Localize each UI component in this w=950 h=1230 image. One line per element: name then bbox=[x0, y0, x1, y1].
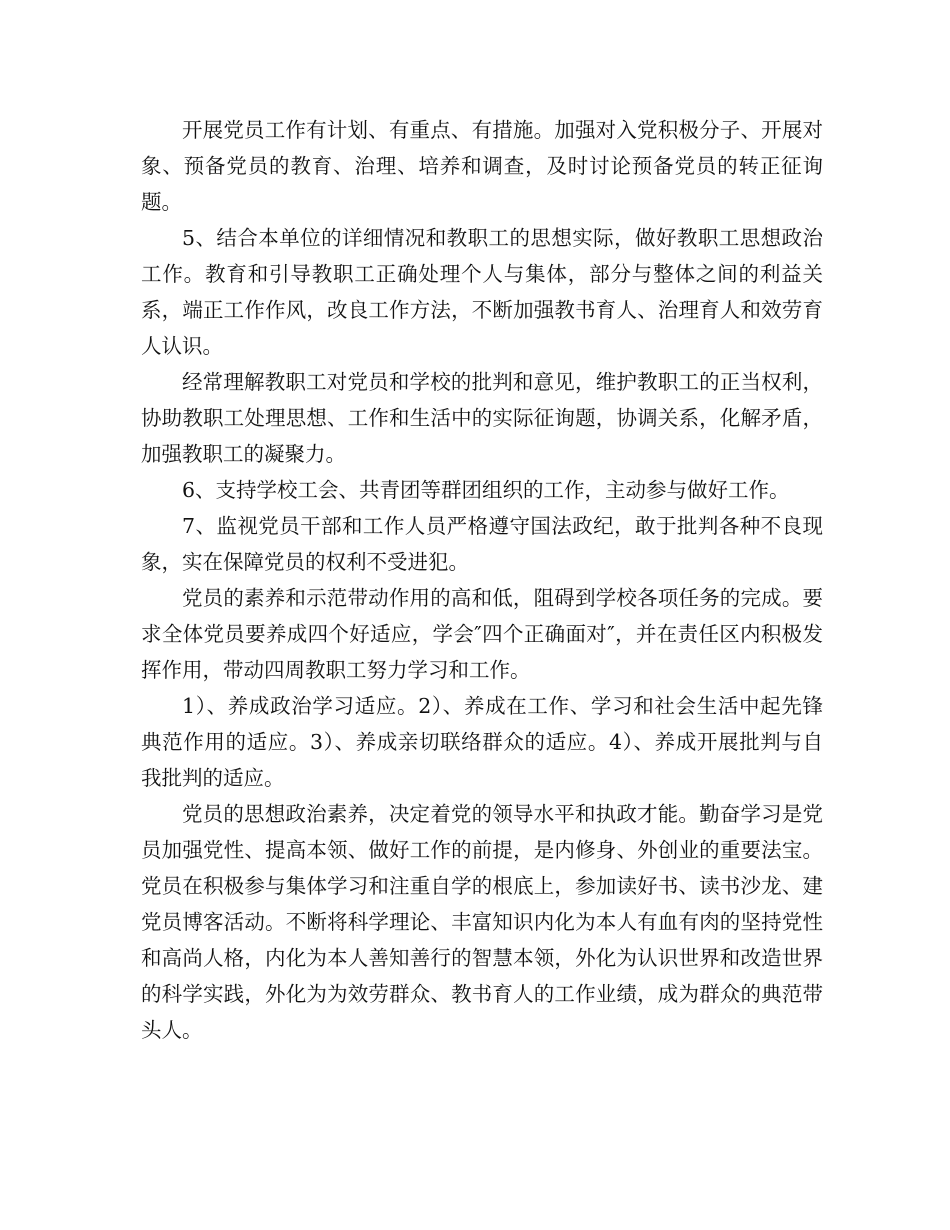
paragraph-party-member-work: 开展党员工作有计划、有重点、有措施。加强对入党积极分子、开展对象、预备党员的教育、治理、培养和调查，及时讨论预备党员的转正征询题。 bbox=[141, 118, 823, 214]
paragraph-item-6: 6、支持学校工会、共青团等群团组织的工作，主动参与做好工作。 bbox=[182, 478, 790, 502]
paragraph-item-7: 7、监视党员干部和工作人员严格遵守国法政纪，敢于批判各种不良现象，实在保障党员的权利不受进犯。 bbox=[141, 514, 823, 574]
paragraph-member-quality: 党员的素养和示范带动作用的高和低，阻碍到学校各项任务的完成。要求全体党员要养成四个好适应，学会″四个正确面对″，并在责任区内积极发挥作用，带动四周教职工努力学习和工作。 bbox=[141, 586, 823, 682]
document-page bbox=[141, 112, 823, 1048]
paragraph-item-5: 5、结合本单位的详细情况和教职工的思想实际，做好教职工思想政治工作。教育和引导教职工正确处理个人与集体，部分与整体之间的利益关系，端正工作作风，改良工作方法，不断加强教书育人、治理育人和效劳育人认识。 bbox=[141, 226, 823, 358]
paragraph-staff-opinions: 经常理解教职工对党员和学校的批判和意见，维护教职工的正当权利，协助教职工处理思想、工作和生活中的实际征询题，协调关系，化解矛盾，加强教职工的凝聚力。 bbox=[141, 370, 823, 466]
paragraph-four-habits: 1）、养成政治学习适应。2）、养成在工作、学习和社会生活中起先锋典范作用的适应。3）、养成亲切联络群众的适应。4）、养成开展批判与自我批判的适应。 bbox=[141, 694, 823, 790]
paragraph-political-quality: 党员的思想政治素养，决定着党的领导水平和执政才能。勤奋学习是党员加强党性、提高本领、做好工作的前提，是内修身、外创业的重要法宝。党员在积极参与集体学习和注重自学的根底上，参加读好书、读书沙龙、建党员博客活动。不断将科学理论、丰富知识内化为本人有血有肉的坚持党性和高尚人格，内化为本人善知善行的智慧本领，外化为认识世界和改造世界的科学实践，外化为为效劳群众、教书育人的工作业绩，成为群众的典范带头人。 bbox=[141, 802, 823, 1042]
